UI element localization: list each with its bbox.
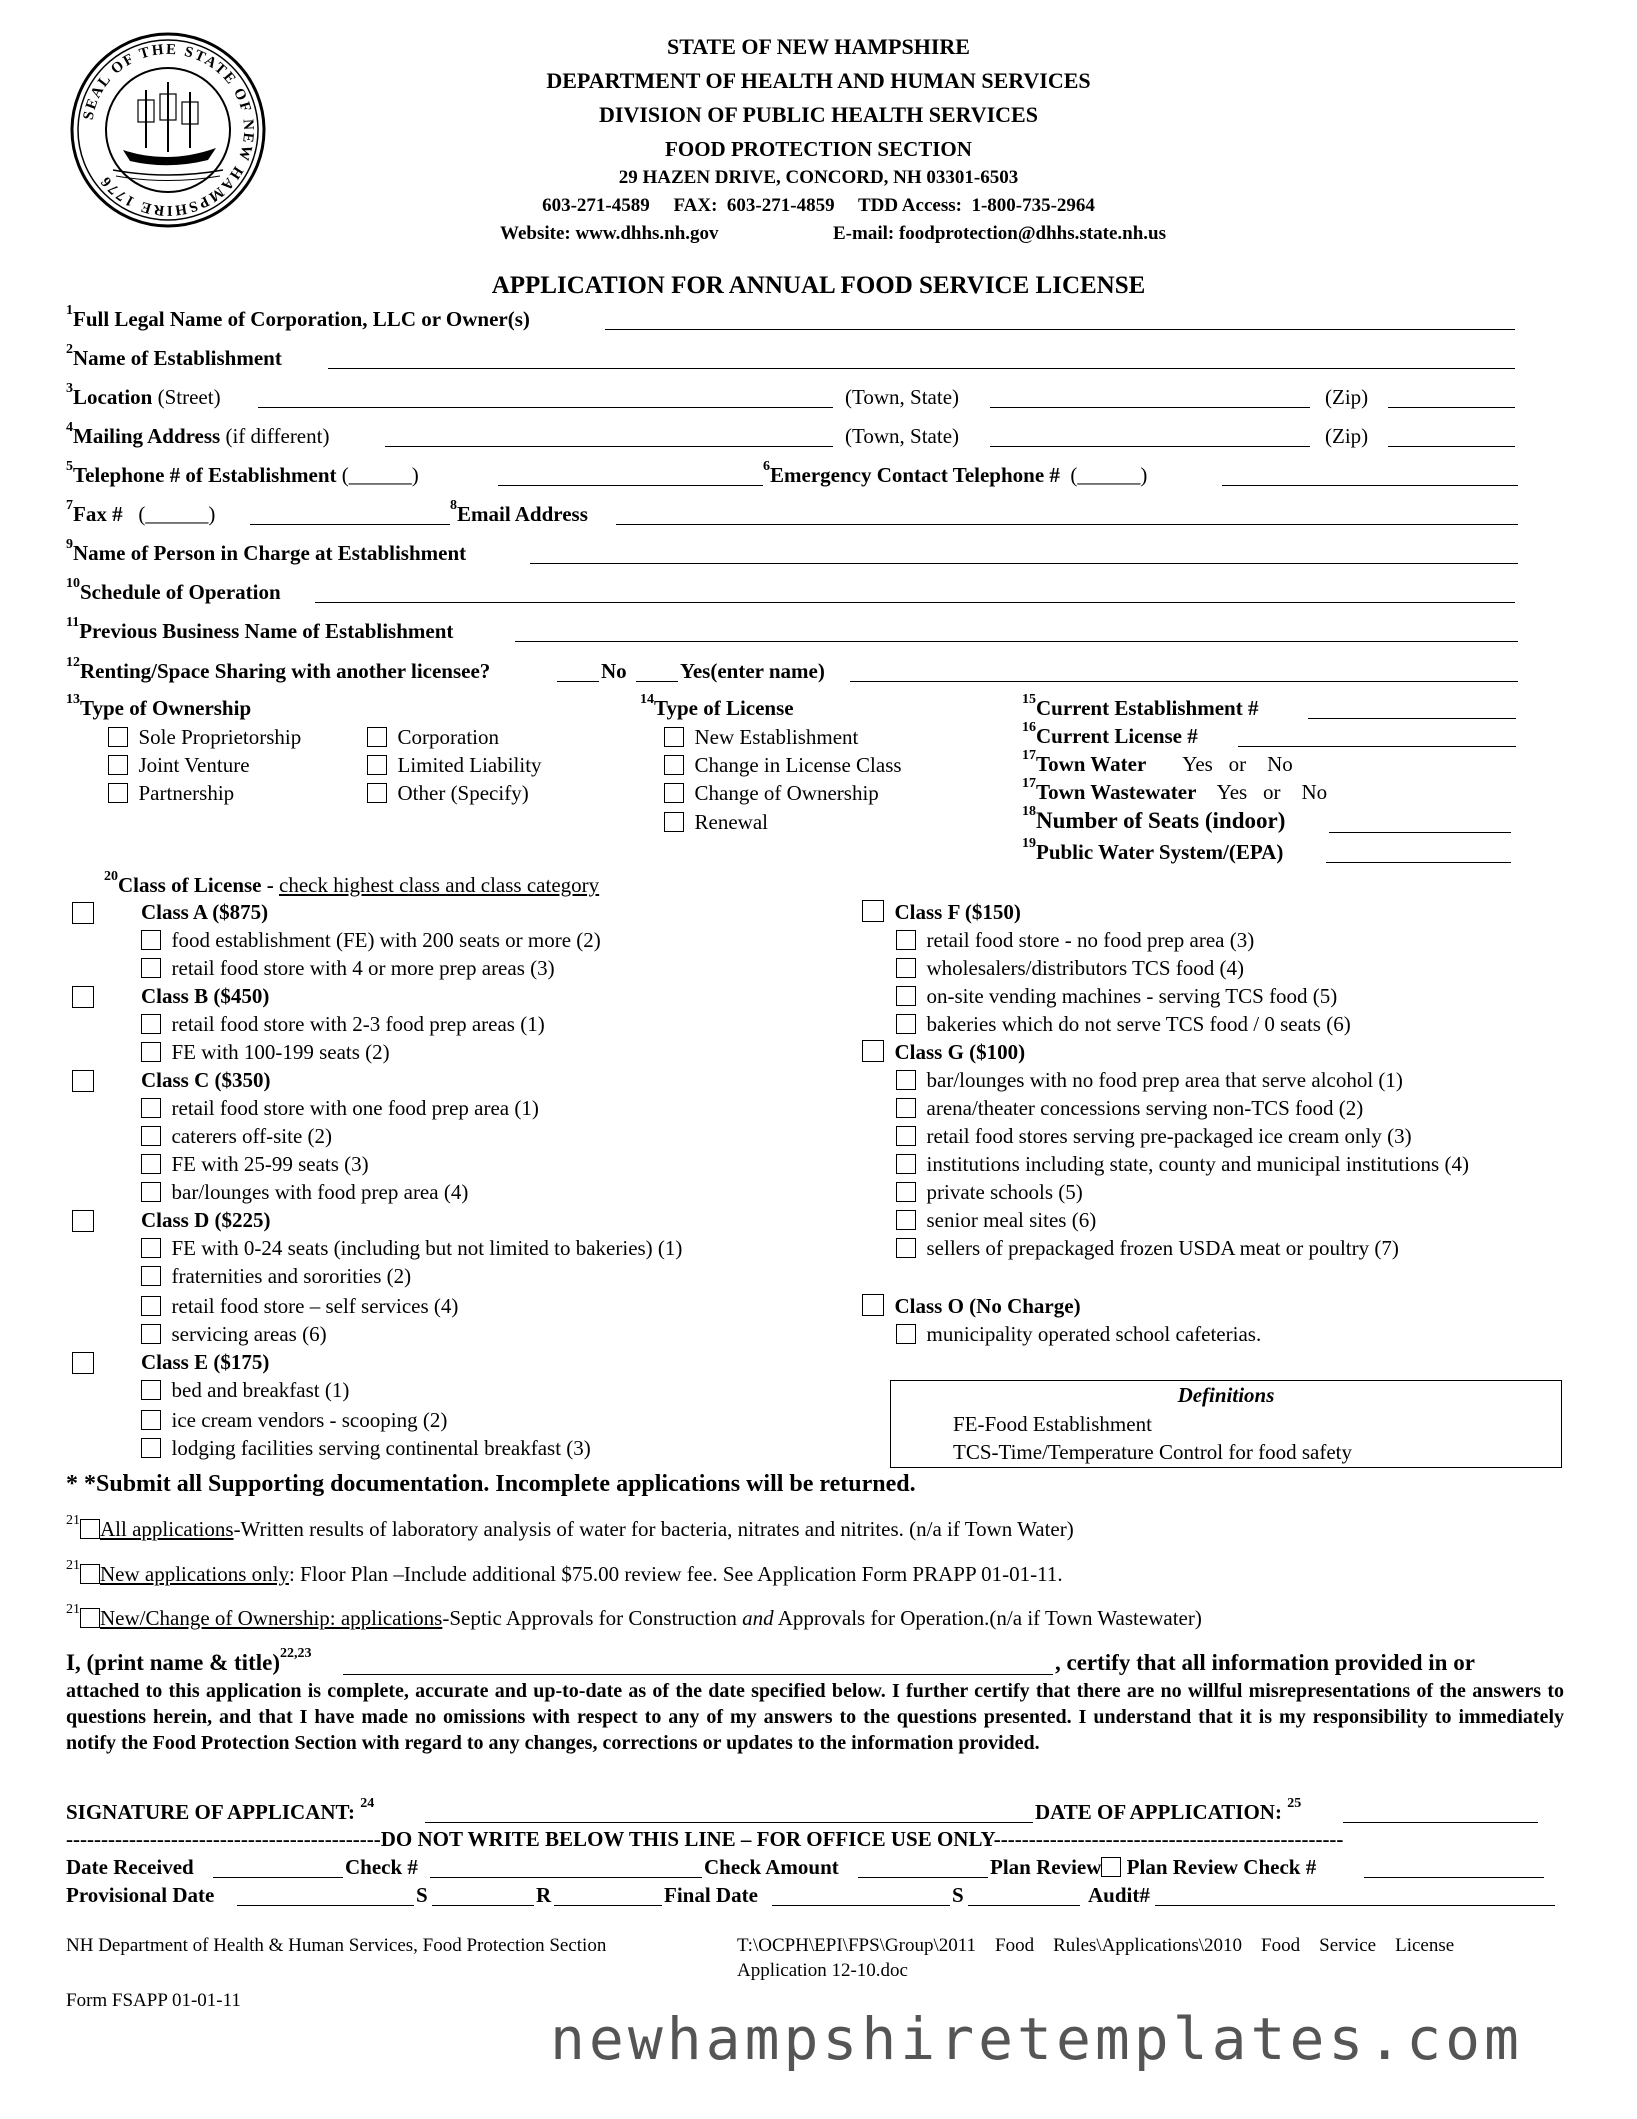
header-division: DIVISION OF PUBLIC HEALTH SERVICES [599,102,1038,127]
class-item[interactable]: arena/theater concessions serving non-TCS food (2) [896,1096,1363,1121]
email-input[interactable] [616,506,1518,525]
date-received-input[interactable] [213,1859,343,1878]
checkbox[interactable] [141,958,161,978]
class-item[interactable]: ice cream vendors - scooping (2) [141,1408,447,1433]
emergency-phone-input[interactable] [1222,467,1518,486]
checkbox[interactable] [141,1182,161,1202]
checkbox[interactable] [367,727,387,747]
class-item[interactable]: sellers of prepackaged frozen USDA meat or poultry (7) [896,1236,1399,1261]
checkbox[interactable] [141,930,161,950]
ownership-title: $^{13}$Type of Ownership [66,692,252,720]
mailing-zip-label: (Zip) [1325,424,1369,448]
checkbox[interactable] [141,1126,161,1146]
class-item[interactable]: institutions including state, county and municipal institutions (4) [896,1152,1469,1177]
s-label: S [416,1883,428,1907]
provisional-date-input[interactable] [237,1887,414,1906]
mailing-town-input[interactable] [990,428,1310,447]
check-number-label: Check # [345,1855,418,1879]
requirement-floor-plan: $^{21}$ New applications only: Floor Plan –Include additional $75.00 review fee. See Application Form PRAPP 01-01-11. [66,1558,1063,1586]
checkbox[interactable] [664,727,684,747]
date-received-label: Date Received [66,1855,194,1879]
field-emergency-phone: $^6$Emergency Contact Telephone # (______) [763,459,1148,487]
field-public-water: $^{19}$Public Water System/(EPA) [1022,836,1284,864]
class-item[interactable]: retail food store with one food prep area (1) [141,1096,539,1121]
field-fax: $^7$Fax # (______) [66,498,216,526]
checkbox[interactable] [141,1324,161,1344]
footer-path-cont: Application 12-10.doc [737,1960,908,1981]
checkbox[interactable] [896,1126,916,1146]
header-address: 29 HAZEN DRIVE, CONCORD, NH 03301-6503 [618,167,1019,188]
final-date-input[interactable] [772,1887,950,1906]
current-establishment-input[interactable] [1308,700,1516,719]
field-email: $^8$Email Address [450,498,588,526]
definition-tcs: TCS-Time/Temperature Control for food safety [953,1440,1353,1464]
class-item[interactable]: FE with 25-99 seats (3) [141,1152,369,1177]
class-item[interactable]: fraternities and sororities (2) [141,1264,411,1289]
field-legal-name: $^1$Full Legal Name of Corporation, LLC or Owner(s) [66,303,530,331]
renting-yes-input[interactable] [636,663,678,682]
checkbox[interactable] [896,1324,916,1344]
field-town-wastewater: $^{17}$Town Wastewater Yes or No [1022,776,1328,804]
town-water-no[interactable]: No [1267,752,1293,776]
location-zip-input[interactable] [1388,389,1515,408]
mailing-zip-input[interactable] [1388,428,1515,447]
class-b-label: Class B ($450) [141,984,270,1008]
class-d-checkbox[interactable] [72,1210,94,1232]
class-item[interactable]: private schools (5) [896,1180,1083,1205]
checkbox[interactable] [896,1070,916,1090]
renting-no-input[interactable] [557,663,599,682]
class-a-label: Class A ($875) [141,900,269,924]
class-c-label: Class C ($350) [141,1068,271,1092]
seal-text: SEAL OF THE STATE OF NEW HAMPSHIRE 1776 [80,41,257,219]
signature-input[interactable] [425,1804,1033,1823]
audit-label: Audit# [1088,1883,1150,1907]
checkbox[interactable] [80,1564,100,1584]
license-type-option[interactable]: New Establishment [664,725,858,750]
audit-input[interactable] [1155,1887,1555,1906]
office-use-divider: ---------------------------------------------DO NOT WRITE BELOW THIS LINE – FOR OFFICE USE ONLY-------------------------------------------------- [66,1827,1344,1851]
license-type-option[interactable]: Change of Ownership [664,781,879,806]
print-name-title-input[interactable] [343,1656,1053,1675]
field-location: $^3$Location (Street) [66,381,221,409]
class-b-checkbox[interactable] [72,986,94,1008]
class-o-label[interactable]: Class O (No Charge) [862,1294,1081,1319]
checkbox[interactable] [80,1519,100,1539]
class-item[interactable]: retail food stores serving pre-packaged ice cream only (3) [896,1124,1412,1149]
definitions-title: Definitions [1177,1383,1275,1407]
ownership-option[interactable]: Partnership [108,781,234,806]
class-item[interactable]: retail food store – self services (4) [141,1294,458,1319]
checkbox[interactable] [896,930,916,950]
checkbox[interactable] [896,1014,916,1034]
field-mailing: $^4$Mailing Address (if different) [66,420,330,448]
town-wastewater-yes[interactable]: Yes [1216,780,1248,804]
class-item[interactable]: retail food store - no food prep area (3) [896,928,1254,953]
class-item[interactable]: bar/lounges with no food prep area that serve alcohol (1) [896,1068,1403,1093]
location-town-input[interactable] [990,389,1310,408]
field-telephone: $^5$Telephone # of Establishment (______) [66,459,419,487]
checkbox[interactable] [141,1438,161,1458]
s2-label: S [952,1883,964,1907]
checkbox[interactable] [141,1380,161,1400]
provisional-date-label: Provisional Date [66,1883,215,1907]
checkbox[interactable] [896,1238,916,1258]
class-item[interactable]: bed and breakfast (1) [141,1378,349,1403]
checkbox[interactable] [896,1098,916,1118]
class-a-checkbox[interactable] [72,902,94,924]
date-of-application-label: DATE OF APPLICATION: $^{25}$ [1035,1796,1302,1824]
location-town-label: (Town, State) [845,385,960,409]
current-license-input[interactable] [1238,728,1516,747]
field-previous-name: $^{11}$Previous Business Name of Establishment [66,615,454,643]
class-section-title: $^{20}$Class of License - check highest class and class category [104,869,600,897]
checkbox[interactable] [896,1182,916,1202]
checkbox[interactable] [141,1410,161,1430]
class-item[interactable]: lodging facilities serving continental breakfast (3) [141,1436,591,1461]
class-item[interactable]: food establishment (FE) with 200 seats or more (2) [141,928,601,953]
certify-tail: , certify that all information provided in or [1055,1650,1475,1675]
checkbox[interactable] [896,986,916,1006]
class-item[interactable]: caterers off-site (2) [141,1124,332,1149]
renting-no-label: No [601,659,627,683]
checkbox[interactable] [367,783,387,803]
plan-review-check-input[interactable] [1364,1859,1544,1878]
field-current-license: $^{16}$Current License # [1022,720,1198,748]
header-department: DEPARTMENT OF HEALTH AND HUMAN SERVICES [546,68,1091,93]
town-wastewater-no[interactable]: No [1301,780,1328,804]
class-g-label[interactable]: Class G ($100) [862,1040,1025,1065]
town-water-yes[interactable]: Yes [1182,752,1213,776]
schedule-input[interactable] [315,584,1515,603]
checkbox[interactable] [896,1154,916,1174]
person-in-charge-input[interactable] [530,545,1518,564]
certify-body: attached to this application is complete, accurate and up-to-date as of the date specified below. I further certify that there are no willful misrepresentations of the answers to questions herein, and that I have made no omissions with respect to any of my answers to the questions presented. I understand that it is my responsibility to immediately notify the Food Protection Section with regard to any changes, corrections or updates to the information provided. [66,1680,1564,1754]
header-phones: 603-271-4589 FAX: 603-271-4859 TDD Access: 1-800-735-2964 [542,195,1095,216]
field-renting: $^{12}$Renting/Space Sharing with another licensee? [66,655,491,683]
checkbox[interactable] [108,727,128,747]
checkbox[interactable] [141,1042,161,1062]
establishment-name-input[interactable] [328,350,1515,369]
header-section: FOOD PROTECTION SECTION [665,137,972,161]
checkbox[interactable] [141,1014,161,1034]
date-of-application-input[interactable] [1343,1804,1538,1823]
checkbox[interactable] [664,755,684,775]
final-date-label: Final Date [664,1883,758,1907]
checkbox[interactable] [862,1040,884,1062]
footer-department: NH Department of Health & Human Services, Food Protection Section [66,1935,607,1956]
check-amount-label: Check Amount [704,1855,839,1879]
field-town-water: $^{17}$Town Water Yes or No [1022,748,1293,776]
checkbox[interactable] [367,755,387,775]
requirement-water-analysis: $^{21}$ All applications-Written results of laboratory analysis of water for bacteria, nitrates and nitrites. (n/a if Town Water) [66,1513,1074,1541]
license-type-title: $^{14}$Type of License [640,692,794,720]
checkbox[interactable] [862,1294,884,1316]
license-type-option[interactable]: Change in License Class [664,753,902,778]
definition-fe: FE-Food Establishment [953,1412,1152,1436]
checkbox[interactable] [141,1296,161,1316]
field-current-establishment: $^{15}$Current Establishment # [1022,692,1259,720]
header-website: Website: www.dhhs.nh.gov [500,223,719,244]
footer-path: T:\OCPH\EPI\FPS\Group\2011 Food Rules\Applications\2010 Food Service License [737,1935,1455,1956]
submit-note: * *Submit all Supporting documentation. Incomplete applications will be returned. [66,1471,916,1497]
fax-input[interactable] [250,506,450,525]
location-street-input[interactable] [258,389,833,408]
class-d-label: Class D ($225) [141,1208,271,1232]
class-e-checkbox[interactable] [72,1352,94,1374]
class-item[interactable]: retail food store with 2-3 food prep areas (1) [141,1012,545,1037]
class-item[interactable]: on-site vending machines - serving TCS food (5) [896,984,1337,1009]
ownership-option[interactable]: Sole Proprietorship [108,725,301,750]
checkbox[interactable] [141,1098,161,1118]
mailing-street-input[interactable] [385,428,833,447]
license-type-option[interactable]: Renewal [664,810,768,835]
class-item[interactable]: bakeries which do not serve TCS food / 0 seats (6) [896,1012,1351,1037]
mailing-town-label: (Town, State) [845,424,960,448]
checkbox[interactable] [108,783,128,803]
class-item[interactable]: bar/lounges with food prep area (4) [141,1180,468,1205]
checkbox[interactable] [141,1154,161,1174]
signature-label: SIGNATURE OF APPLICANT: $^{24}$ [66,1796,375,1824]
checkbox[interactable] [108,755,128,775]
form-title: APPLICATION FOR ANNUAL FOOD SERVICE LICENSE [491,272,1146,299]
ownership-option[interactable]: Corporation [367,725,499,750]
number-of-seats-input[interactable] [1329,814,1511,833]
renting-yes-label: Yes(enter name) [680,659,825,683]
field-number-of-seats: $^{18}$Number of Seats (indoor) [1022,804,1286,833]
requirement-septic: $^{21}$ New/Change of Ownership: applications-Septic Approvals for Construction and Approvals for Operation.(n/a if Town Wastewater) [66,1602,1202,1630]
class-item[interactable]: FE with 0-24 seats (including but not limited to bakeries) (1) [141,1236,682,1261]
form-number: Form FSAPP 01-01-11 [66,1990,241,2011]
certify-lead: I, (print name & title)$^{22,23}$ [66,1646,312,1675]
class-f-label[interactable]: Class F ($150) [862,900,1021,925]
ownership-option[interactable]: Joint Venture [108,753,250,778]
checkbox[interactable] [896,958,916,978]
checkbox[interactable] [141,1266,161,1286]
class-item[interactable]: wholesalers/distributors TCS food (4) [896,956,1244,981]
legal-name-input[interactable] [605,311,1515,330]
plan-review-label: Plan Review Plan Review Check # [990,1855,1317,1879]
r-label: R [536,1883,552,1907]
class-item[interactable]: senior meal sites (6) [896,1208,1096,1233]
class-item[interactable]: municipality operated school cafeterias. [896,1322,1261,1347]
class-c-checkbox[interactable] [72,1070,94,1092]
telephone-input[interactable] [498,467,763,486]
header-state: STATE OF NEW HAMPSHIRE [667,34,970,59]
previous-name-input[interactable] [515,623,1518,642]
public-water-input[interactable] [1326,844,1511,863]
ownership-option[interactable]: Limited Liability [367,753,542,778]
checkbox[interactable] [80,1608,100,1628]
watermark: newhampshiretemplates.com [550,2005,1523,2073]
class-e-label: Class E ($175) [141,1350,270,1374]
renting-name-input[interactable] [850,663,1518,682]
class-item[interactable]: servicing areas (6) [141,1322,327,1347]
check-number-input[interactable] [430,1859,702,1878]
location-zip-label: (Zip) [1325,385,1369,409]
r-input[interactable] [554,1887,662,1906]
check-amount-input[interactable] [858,1859,988,1878]
checkbox[interactable] [141,1238,161,1258]
class-item[interactable]: retail food store with 4 or more prep areas (3) [141,956,555,981]
s2-input[interactable] [968,1887,1080,1906]
checkbox[interactable] [862,900,884,922]
class-item[interactable]: FE with 100-199 seats (2) [141,1040,390,1065]
checkbox[interactable] [664,783,684,803]
s-input[interactable] [432,1887,534,1906]
checkbox[interactable] [664,812,684,832]
field-person-in-charge: $^9$Name of Person in Charge at Establishment [66,537,467,565]
checkbox[interactable] [896,1210,916,1230]
field-schedule: $^{10}$Schedule of Operation [66,576,281,604]
field-establishment-name: $^2$Name of Establishment [66,342,282,370]
plan-review-checkbox[interactable] [1101,1857,1121,1877]
ownership-option[interactable]: Other (Specify) [367,781,529,806]
header-email: E-mail: foodprotection@dhhs.state.nh.us [833,223,1166,244]
